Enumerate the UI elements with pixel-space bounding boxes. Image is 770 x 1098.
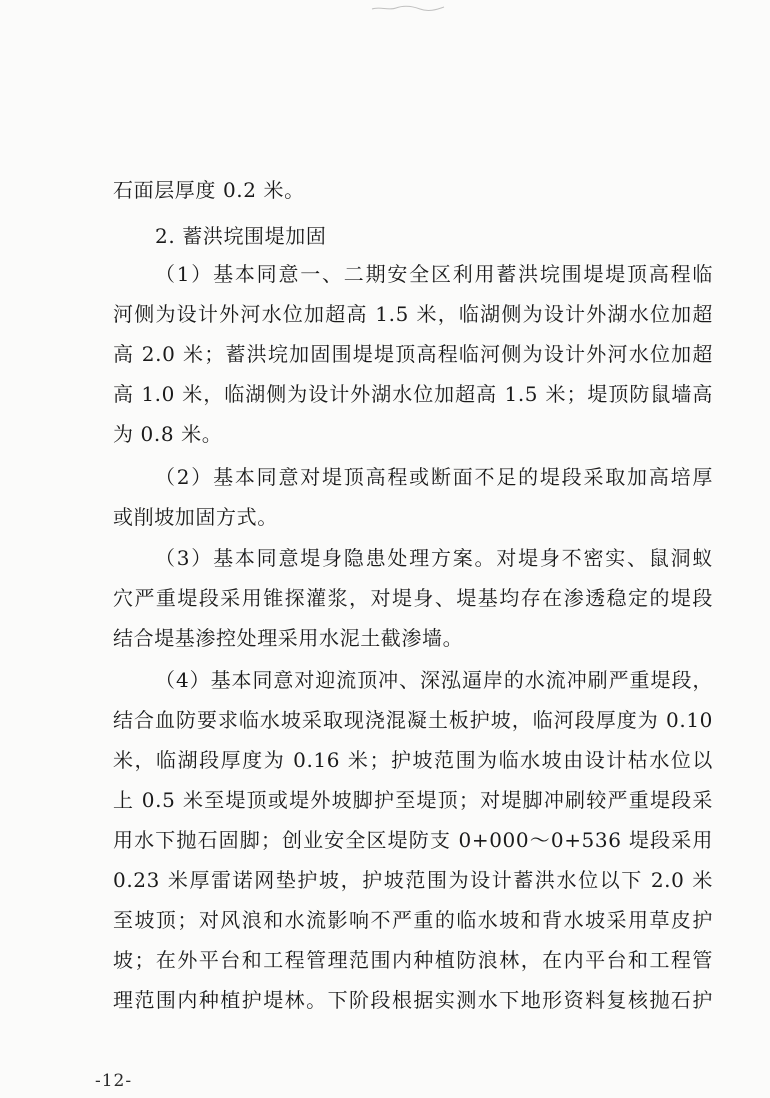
paragraph-line: 至坡顶；对风浪和水流影响不严重的临水坡和背水坡采用草皮护 [113, 908, 713, 932]
paragraph-line: 高 1.0 米，临湖侧为设计外湖水位加超高 1.5 米；堤顶防鼠墙高 [113, 382, 713, 406]
paragraph-line: 为 0.8 米。 [113, 422, 223, 446]
text-line: 石面层厚度 0.2 米。 [113, 178, 305, 202]
paragraph-line: 穴严重堤段采用锥探灌浆，对堤身、堤基均存在渗透稳定的堤段 [113, 586, 713, 610]
paragraph-line: 结合血防要求临水坡采取现浇混凝土板护坡，临河段厚度为 0.10 [113, 708, 713, 732]
paragraph-line: （3）基本同意堤身隐患处理方案。对堤身不密实、鼠洞蚁 [155, 546, 713, 570]
paragraph-line: （4）基本同意对迎流顶冲、深泓逼岸的水流冲刷严重堤段， [155, 668, 713, 692]
paragraph-line: 上 0.5 米至堤顶或堤外坡脚护至堤顶；对堤脚冲刷较严重堤段采 [113, 788, 713, 812]
paragraph-line: 结合堤基渗控处理采用水泥土截渗墙。 [113, 626, 464, 650]
scan-artifact [370, 4, 446, 12]
paragraph-line: 或削坡加固方式。 [113, 505, 278, 529]
section-heading: 2. 蓄洪垸围堤加固 [155, 224, 327, 248]
paragraph-line: 坡；在外平台和工程管理范围内种植防浪林，在内平台和工程管 [113, 948, 713, 972]
paragraph-line: 用水下抛石固脚；创业安全区堤防支 0+000～0+536 堤段采用 [113, 828, 713, 852]
paragraph-line: 河侧为设计外河水位加超高 1.5 米，临湖侧为设计外湖水位加超 [113, 302, 713, 326]
paragraph-line: 高 2.0 米；蓄洪垸加固围堤堤顶高程临河侧为设计外河水位加超 [113, 342, 713, 366]
paragraph-line: （1）基本同意一、二期安全区利用蓄洪垸围堤堤顶高程临 [155, 262, 713, 286]
paragraph-line: （2）基本同意对堤顶高程或断面不足的堤段采取加高培厚 [155, 465, 713, 489]
paragraph-line: 0.23 米厚雷诺网垫护坡，护坡范围为设计蓄洪水位以下 2.0 米 [113, 868, 713, 892]
page-number: -12- [95, 1071, 133, 1091]
paragraph-line: 米，临湖段厚度为 0.16 米；护坡范围为临水坡由设计枯水位以 [113, 748, 713, 772]
paragraph-line: 理范围内种植护堤林。下阶段根据实测水下地形资料复核抛石护 [113, 988, 713, 1012]
